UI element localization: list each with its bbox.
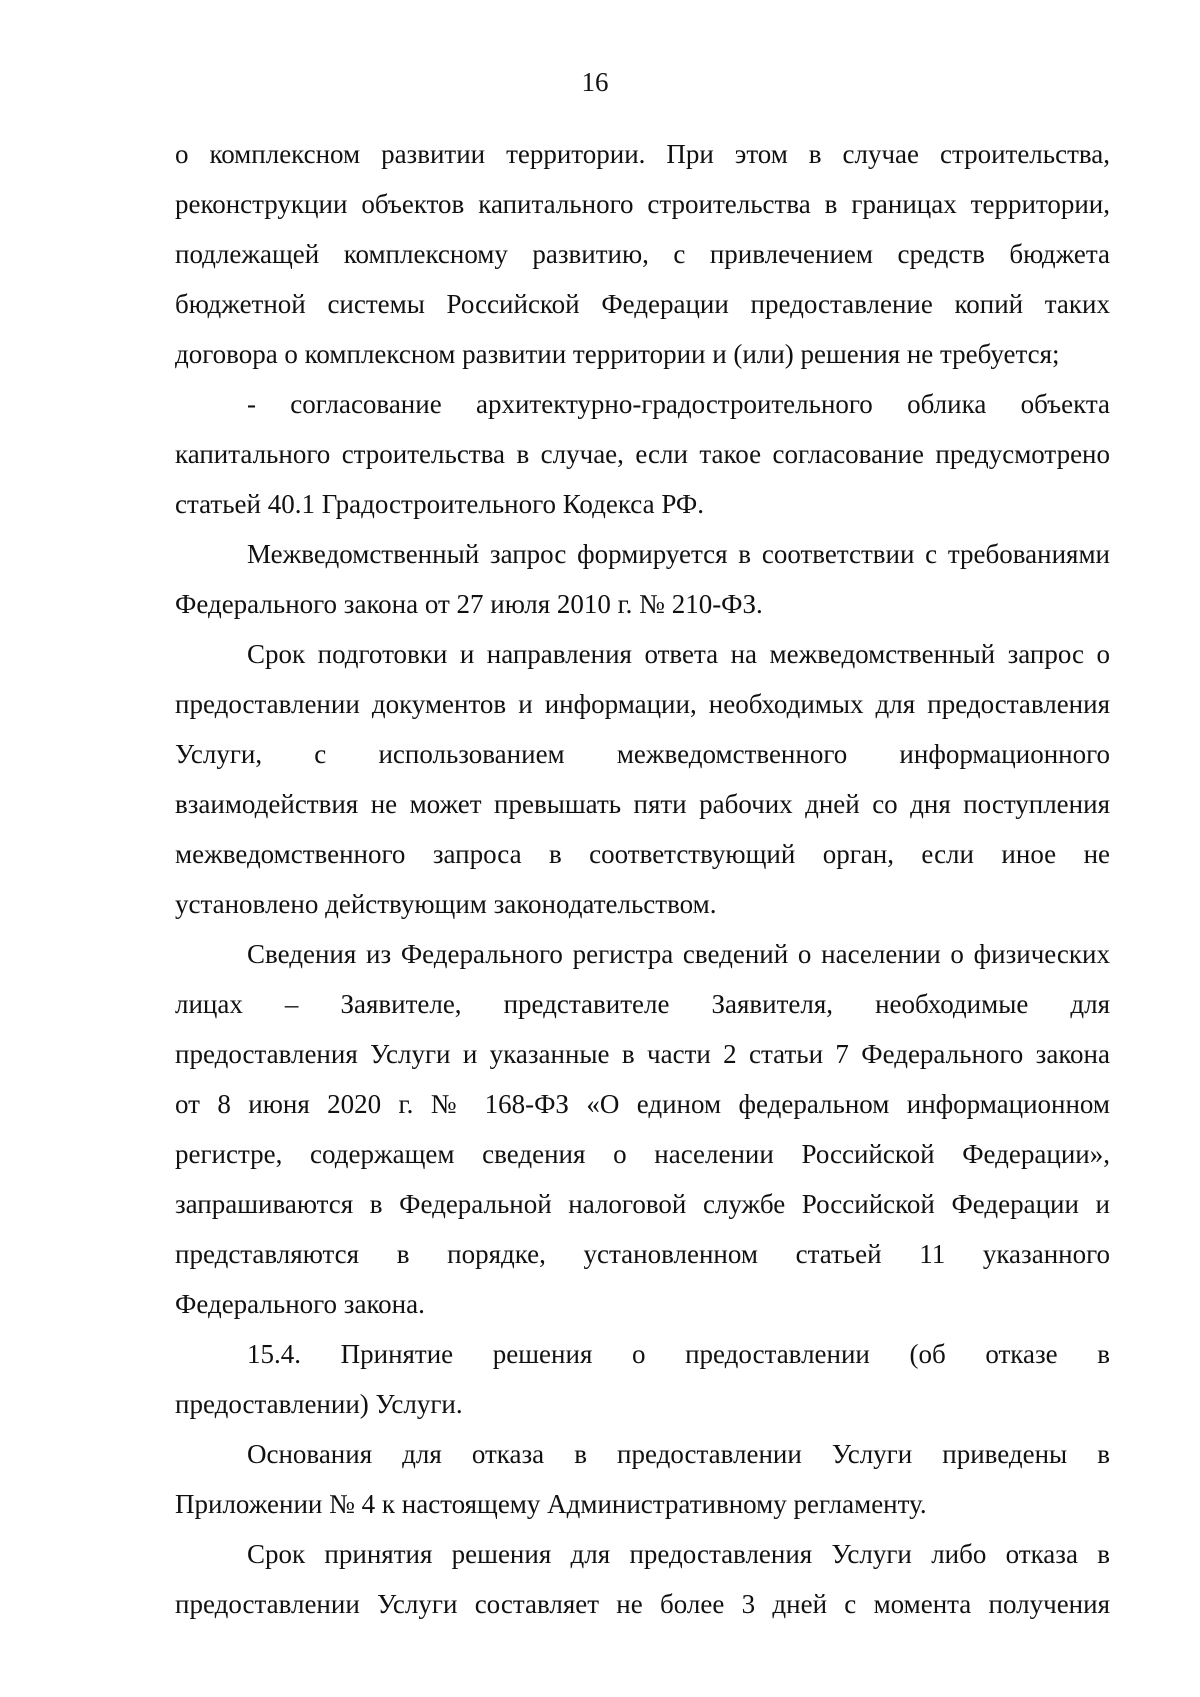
text-line: установлено действующим законодательством. <box>175 889 717 919</box>
text-line: предоставления Услуги и указанные в части 2 статьи 7 Федерального закона <box>175 1039 1110 1069</box>
text-line: бюджетной системы Российской Федерации предоставление копий таких <box>175 289 1110 319</box>
text-line: Основания для отказа в предоставлении Услуги приведены в <box>247 1439 1110 1469</box>
text-line: взаимодействия не может превышать пяти рабочих дней со дня поступления <box>175 789 1110 819</box>
text-line: запрашиваются в Федеральной налоговой службе Российской Федерации и <box>175 1189 1110 1219</box>
text-line: о комплексном развитии территории. При этом в случае строительства, <box>175 139 1110 169</box>
text-line: капитального строительства в случае, если такое согласование предусмотрено <box>175 439 1110 469</box>
text-line: Федерального закона. <box>175 1289 425 1319</box>
text-line: Срок принятия решения для предоставления Услуги либо отказа в <box>247 1539 1110 1569</box>
document-body <box>175 129 1110 1629</box>
text-line: 15.4. Принятие решения о предоставлении (об отказе в <box>247 1339 1110 1369</box>
page-number: 16 <box>581 67 609 97</box>
text-line: Сведения из Федерального регистра сведений о населении о физических <box>247 939 1110 969</box>
text-line: договора о комплексном развитии территории и (или) решения не требуется; <box>175 339 1060 369</box>
text-line: лицах – Заявителе, представителе Заявителя, необходимые для <box>175 989 1110 1019</box>
text-line: - согласование архитектурно-градостроительного облика объекта <box>247 389 1110 419</box>
text-line: представляются в порядке, установленном статьей 11 указанного <box>175 1239 1110 1269</box>
text-line: Межведомственный запрос формируется в соответствии с требованиями <box>247 539 1110 569</box>
text-line: реконструкции объектов капитального строительства в границах территории, <box>175 189 1110 219</box>
text-line: статьей 40.1 Градостроительного Кодекса РФ. <box>175 489 704 519</box>
text-line: Федерального закона от 27 июля 2010 г. № 210-ФЗ. <box>175 589 763 619</box>
text-line: регистре, содержащем сведения о населении Российской Федерации», <box>175 1139 1110 1169</box>
text-line: Приложении № 4 к настоящему Административному регламенту. <box>175 1489 927 1519</box>
text-line: подлежащей комплексному развитию, с привлечением средств бюджета <box>175 239 1110 269</box>
text-line: от 8 июня 2020 г. № 168-ФЗ «О едином федеральном информационном <box>175 1089 1110 1119</box>
text-line: межведомственного запроса в соответствующий орган, если иное не <box>175 839 1110 869</box>
text-line: предоставлении документов и информации, необходимых для предоставления <box>175 689 1110 719</box>
text-line: Срок подготовки и направления ответа на межведомственный запрос о <box>247 639 1110 669</box>
text-line: Услуги, с использованием межведомственного информационного <box>175 739 1110 769</box>
text-line: предоставлении) Услуги. <box>175 1389 463 1419</box>
text-line: предоставлении Услуги составляет не более 3 дней с момента получения <box>175 1589 1110 1619</box>
